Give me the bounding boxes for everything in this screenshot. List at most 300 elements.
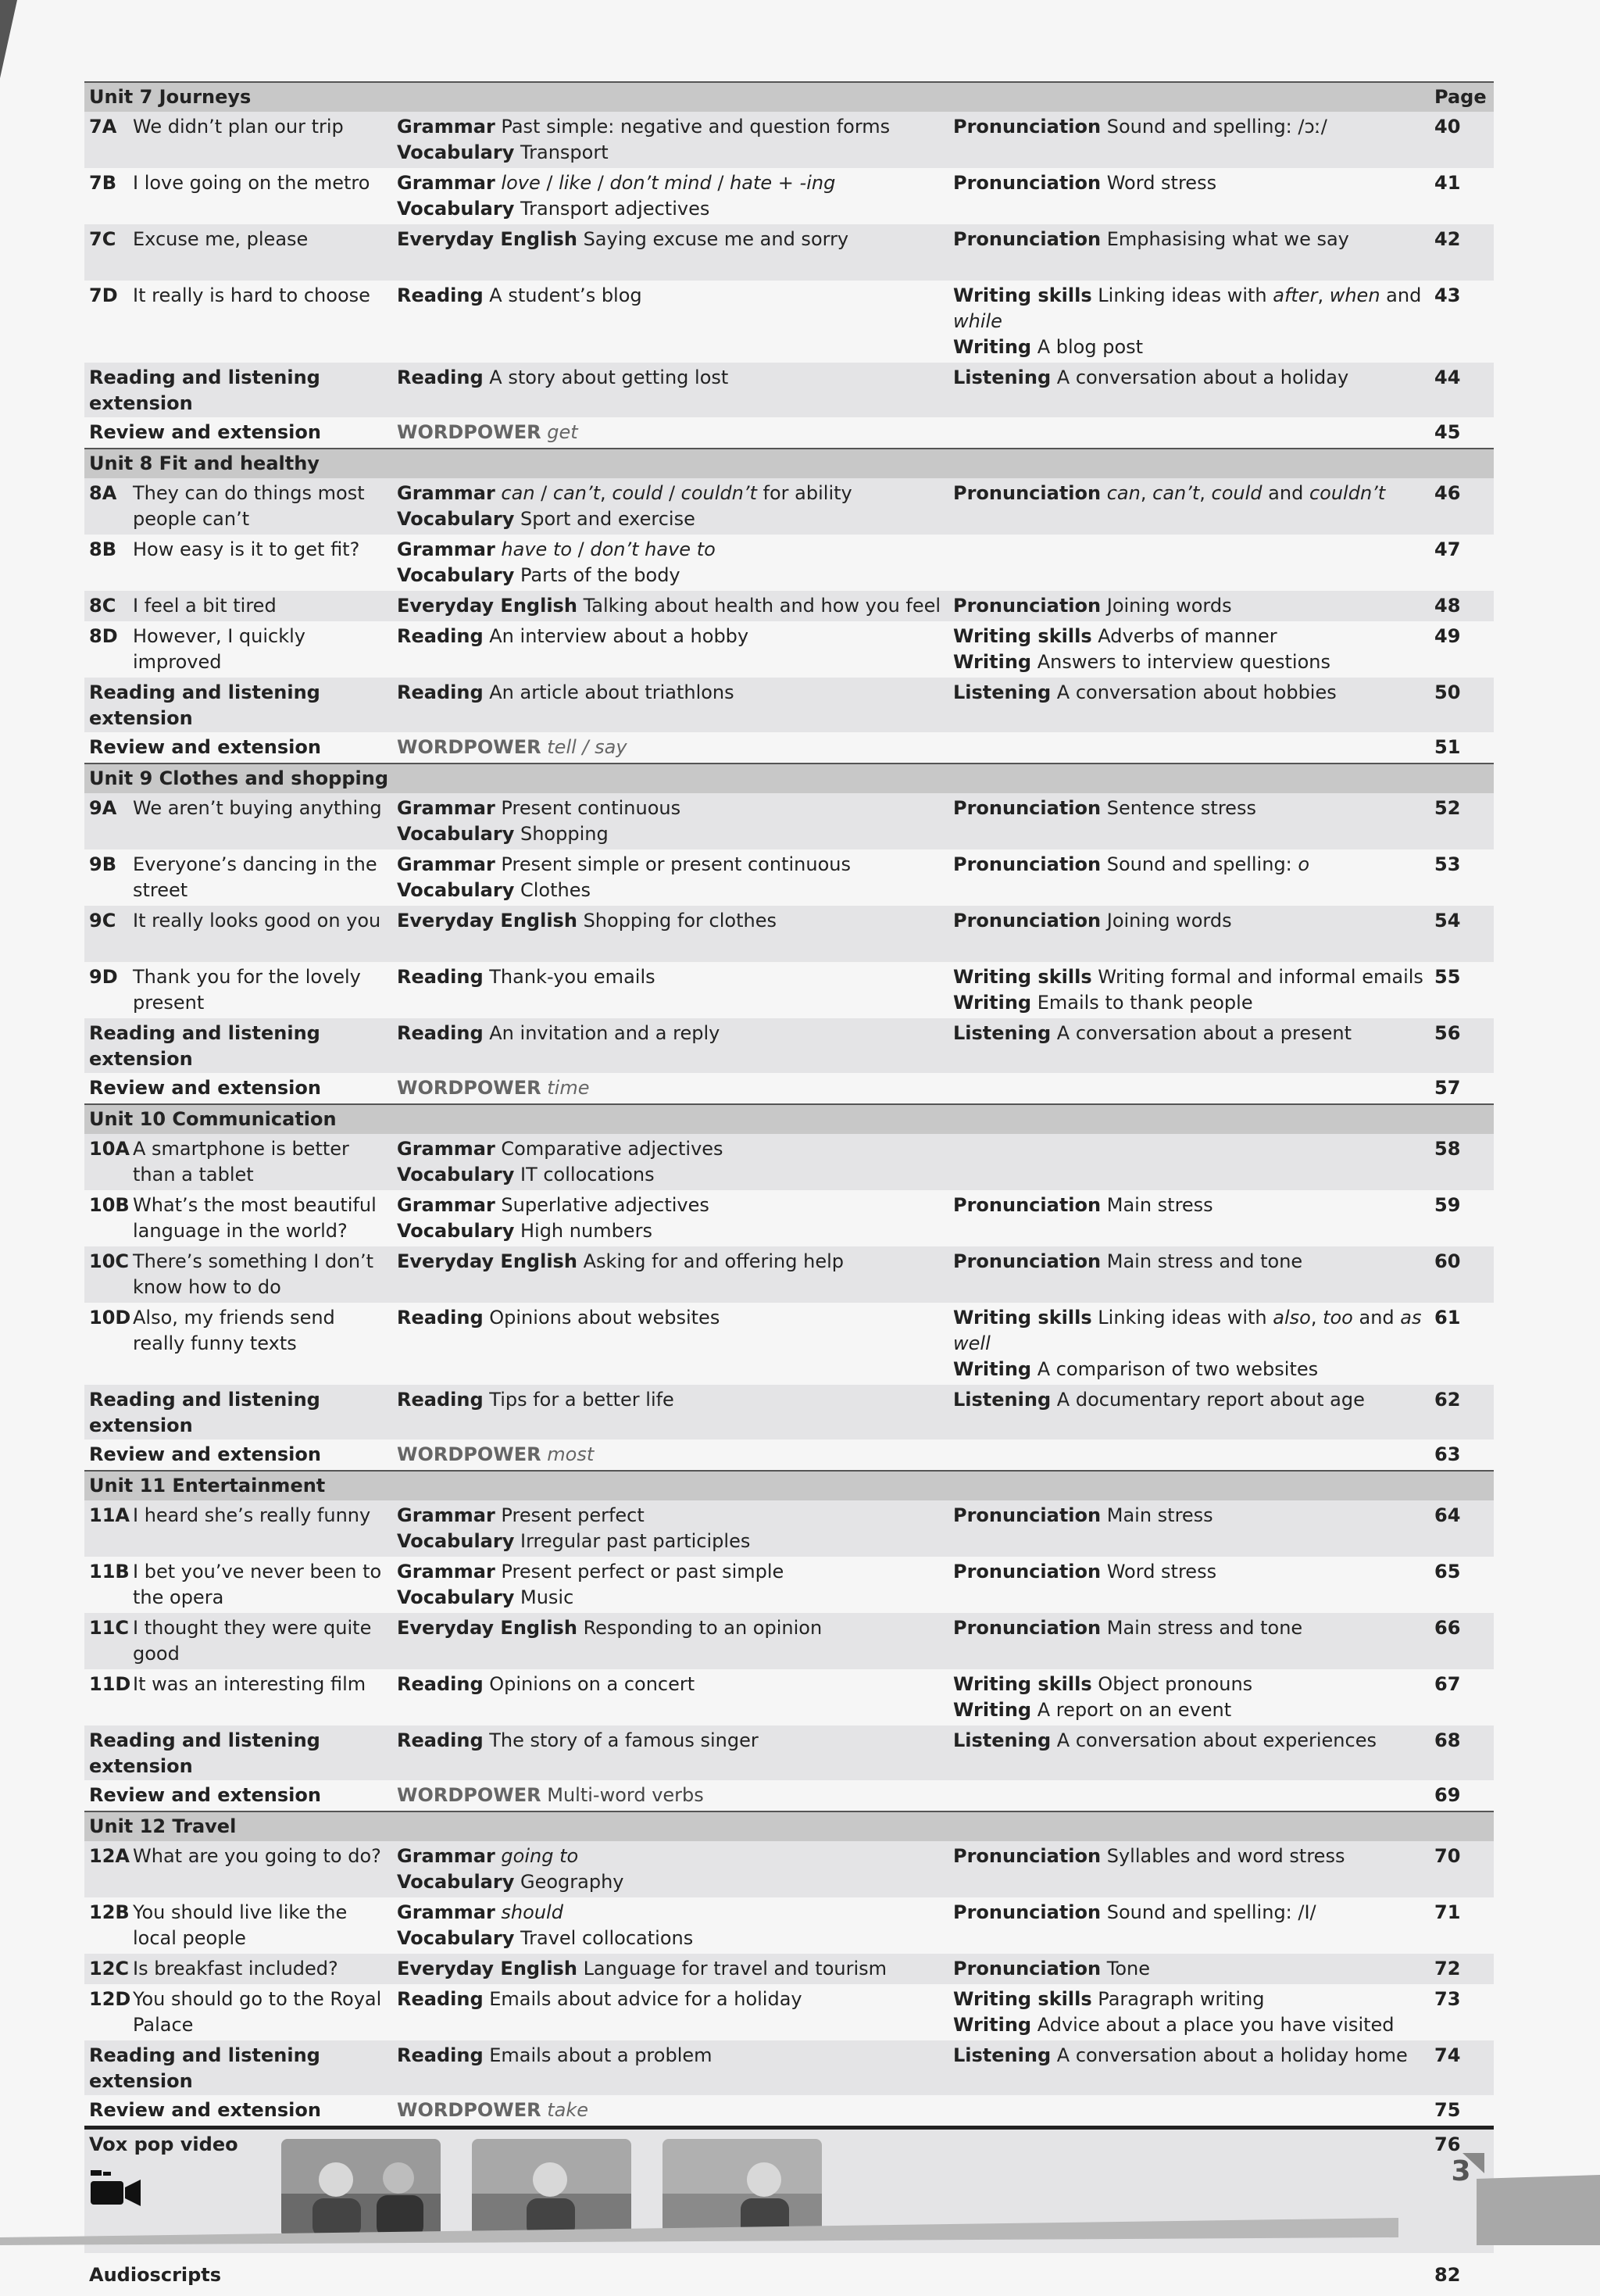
- extension-reading-label: Reading: [397, 681, 484, 703]
- lesson-line2: [397, 821, 944, 847]
- lesson-line2-text: High numbers: [520, 1220, 652, 1242]
- lesson-line1-text: Shopping for clothes: [583, 910, 777, 932]
- reading-listening-row: [84, 1726, 1494, 1780]
- lesson-line1-text: Present perfect: [501, 1504, 645, 1526]
- lesson-row: [84, 1134, 1494, 1190]
- lesson-line2-label: Vocabulary: [397, 1927, 515, 1949]
- lesson-grammar: [392, 1613, 948, 1669]
- lesson-line1-text: Saying excuse me and sorry: [583, 228, 849, 250]
- wordpower: [392, 732, 948, 764]
- lesson-row: [84, 849, 1494, 906]
- extension-page: 50: [1430, 678, 1494, 732]
- lesson-page: 52: [1430, 793, 1494, 849]
- lesson-line1-label: Grammar: [397, 853, 495, 875]
- lesson-skill1: [953, 593, 1425, 619]
- extension-listening-label: Listening: [953, 367, 1052, 388]
- wordpower-label: WORDPOWER: [397, 421, 541, 443]
- lesson-skill2: [953, 649, 1425, 675]
- lesson-row: [84, 224, 1494, 281]
- lesson-line1: [397, 1559, 944, 1585]
- lesson-line1-label: Grammar: [397, 482, 495, 504]
- lesson-skill1-label: Pronunciation: [953, 910, 1102, 932]
- lesson-grammar: [392, 1897, 948, 1954]
- lesson-title: I bet you’ve never been to the opera: [128, 1557, 392, 1613]
- lesson-skill2: [953, 1697, 1425, 1723]
- page-column-header: [1430, 1104, 1494, 1134]
- review-page: 45: [1430, 417, 1494, 449]
- lesson-skill1-text: Sentence stress: [1106, 797, 1256, 819]
- lesson-line1-text: Opinions on a concert: [489, 1673, 695, 1695]
- lesson-line1-label: Reading: [397, 1988, 484, 2010]
- reading-listening-label: Reading and listening extension: [84, 363, 392, 417]
- contents-body: [84, 82, 1494, 2296]
- lesson-title: What’s the most beautiful language in the world?: [128, 1190, 392, 1246]
- table-of-contents: [84, 81, 1494, 2296]
- lesson-line1: [397, 114, 944, 140]
- lesson-pronunciation: [948, 591, 1430, 621]
- wordpower-label: WORDPOWER: [397, 1443, 541, 1465]
- lesson-skill1-text: Word stress: [1106, 172, 1217, 194]
- lesson-skill1-label: Pronunciation: [953, 1504, 1102, 1526]
- lesson-code: 9A: [84, 793, 128, 849]
- lesson-skill1-text: Linking ideas with after, when and while: [953, 284, 1422, 332]
- lesson-skill1: [953, 1249, 1425, 1275]
- lesson-row: [84, 1897, 1494, 1954]
- lesson-page: 43: [1430, 281, 1494, 363]
- lesson-pronunciation: [948, 1134, 1430, 1190]
- lesson-page: 59: [1430, 1190, 1494, 1246]
- lesson-pronunciation: [948, 849, 1430, 906]
- lesson-skill1-text: Adverbs of manner: [1098, 625, 1277, 647]
- lesson-page: 72: [1430, 1954, 1494, 1984]
- lesson-line1-text: should: [501, 1901, 563, 1923]
- wordpower-item: time: [547, 1077, 590, 1099]
- lesson-skill1: [953, 114, 1425, 140]
- lesson-line2-label: Vocabulary: [397, 1530, 515, 1552]
- lesson-skill2-text: Answers to interview questions: [1037, 651, 1330, 673]
- lesson-line1: [397, 1615, 944, 1641]
- lesson-grammar: [392, 168, 948, 224]
- lesson-skill1-text: Sound and spelling: /I/: [1106, 1901, 1316, 1923]
- review-row: [84, 1439, 1494, 1471]
- extension-reading-text: An article about triathlons: [489, 681, 734, 703]
- lesson-skill2-label: Writing: [953, 651, 1032, 673]
- review-label: Review and extension: [84, 1073, 392, 1104]
- lesson-title: We didn’t plan our trip: [128, 112, 392, 168]
- lesson-grammar: [392, 793, 948, 849]
- review-label: Review and extension: [84, 732, 392, 764]
- lesson-title: A smartphone is better than a tablet: [128, 1134, 392, 1190]
- wordpower-item: take: [547, 2099, 589, 2121]
- lesson-skill1: [953, 1844, 1425, 1869]
- lesson-line1-text: Language for travel and tourism: [583, 1958, 888, 1979]
- lesson-pronunciation: [948, 1897, 1430, 1954]
- page-column-header: [1430, 1811, 1494, 1841]
- lesson-title: However, I quickly improved: [128, 621, 392, 678]
- lesson-row: [84, 591, 1494, 621]
- lesson-line1-text: A student’s blog: [489, 284, 642, 306]
- reading-listening-label: Reading and listening extension: [84, 678, 392, 732]
- lesson-page: 66: [1430, 1613, 1494, 1669]
- lesson-code: 8B: [84, 535, 128, 591]
- lesson-row: [84, 1500, 1494, 1557]
- lesson-line1-text: going to: [501, 1845, 579, 1867]
- extension-reading-label: Reading: [397, 367, 484, 388]
- reading-listening-label: Reading and listening extension: [84, 2040, 392, 2095]
- lesson-code: 11C: [84, 1613, 128, 1669]
- lesson-line1-text: Responding to an opinion: [583, 1617, 823, 1639]
- lesson-line2: [397, 1585, 944, 1611]
- lesson-title: There’s something I don’t know how to do: [128, 1246, 392, 1303]
- lesson-row: [84, 478, 1494, 535]
- lesson-code: 9B: [84, 849, 128, 906]
- lesson-title: They can do things most people can’t: [128, 478, 392, 535]
- lesson-line2-label: Vocabulary: [397, 1586, 515, 1608]
- lesson-line1-text: Comparative adjectives: [501, 1138, 723, 1160]
- lesson-skill1-label: Pronunciation: [953, 1250, 1102, 1272]
- lesson-skill2: [953, 334, 1425, 360]
- lesson-code: 12B: [84, 1897, 128, 1954]
- lesson-skill1-label: Pronunciation: [953, 1194, 1102, 1216]
- lesson-pronunciation: [948, 281, 1430, 363]
- lesson-code: 12D: [84, 1984, 128, 2040]
- lesson-line1-text: An interview about a hobby: [489, 625, 749, 647]
- extension-reading-text: The story of a famous singer: [489, 1729, 759, 1751]
- lesson-pronunciation: [948, 535, 1430, 591]
- extension-reading-text: A story about getting lost: [489, 367, 729, 388]
- wordpower: [392, 417, 948, 449]
- lesson-grammar: [392, 849, 948, 906]
- lesson-line1: [397, 852, 944, 878]
- lesson-line2: [397, 1529, 944, 1554]
- unit-title: Unit 8 Fit and healthy: [84, 449, 1430, 478]
- lesson-row: [84, 1984, 1494, 2040]
- lesson-row: [84, 906, 1494, 962]
- lesson-code: 9D: [84, 962, 128, 1018]
- wordpower-label: WORDPOWER: [397, 1077, 541, 1099]
- extension-page: 56: [1430, 1018, 1494, 1073]
- lesson-code: 9C: [84, 906, 128, 962]
- lesson-skill1: [953, 796, 1425, 821]
- lesson-title: I love going on the metro: [128, 168, 392, 224]
- lesson-grammar: [392, 1303, 948, 1385]
- lesson-grammar: [392, 1954, 948, 1984]
- lesson-line1: [397, 1136, 944, 1162]
- lesson-page: 42: [1430, 224, 1494, 281]
- lesson-skill1: [953, 1987, 1425, 2012]
- reading-listening-label: Reading and listening extension: [84, 1385, 392, 1439]
- lesson-line2-label: Vocabulary: [397, 823, 515, 845]
- lesson-line2-text: Clothes: [520, 879, 591, 901]
- lesson-page: 49: [1430, 621, 1494, 678]
- extension-reading-text: Emails about a problem: [489, 2044, 712, 2066]
- lesson-skill1-label: Pronunciation: [953, 1958, 1102, 1979]
- lesson-skill1-label: Writing skills: [953, 1988, 1092, 2010]
- lesson-line1: [397, 1900, 944, 1926]
- lesson-skill1-text: Linking ideas with also, too and as well: [953, 1307, 1422, 1354]
- lesson-line1: [397, 1987, 944, 2012]
- lesson-line2-text: Geography: [520, 1871, 624, 1893]
- lesson-skill1-text: Sound and spelling: /ɔː/: [1106, 116, 1327, 138]
- wordpower-item: tell / say: [547, 736, 627, 758]
- lesson-line2-label: Vocabulary: [397, 1164, 515, 1186]
- lesson-line1-text: Present continuous: [501, 797, 681, 819]
- lesson-row: [84, 1190, 1494, 1246]
- lesson-line1-text: Thank-you emails: [489, 966, 655, 988]
- review-page: 63: [1430, 1439, 1494, 1471]
- page-column-header: [1430, 764, 1494, 793]
- lesson-code: 10D: [84, 1303, 128, 1385]
- lesson-pronunciation: [948, 168, 1430, 224]
- lesson-skill1-text: Writing formal and informal emails: [1098, 966, 1423, 988]
- wordpower: [392, 1780, 948, 1811]
- lesson-skill1: [953, 1559, 1425, 1585]
- lesson-page: 67: [1430, 1669, 1494, 1726]
- extension-reading: [392, 363, 948, 417]
- lesson-skill1: [953, 1193, 1425, 1218]
- lesson-row: [84, 621, 1494, 678]
- unit-header-row: [84, 1471, 1494, 1500]
- lesson-line1-label: Reading: [397, 625, 484, 647]
- lesson-line2-text: Irregular past participles: [520, 1530, 751, 1552]
- lesson-line2-text: Sport and exercise: [520, 508, 695, 530]
- extension-reading-label: Reading: [397, 1389, 484, 1411]
- lesson-line2-label: Vocabulary: [397, 198, 515, 220]
- lesson-line2-text: Shopping: [520, 823, 609, 845]
- review-row: [84, 417, 1494, 449]
- lesson-skill2-label: Writing: [953, 2014, 1032, 2036]
- wordpower-item: get: [547, 421, 578, 443]
- lesson-skill1: [953, 908, 1425, 934]
- extension-listening-label: Listening: [953, 1389, 1052, 1411]
- lesson-skill1-text: Joining words: [1106, 910, 1232, 932]
- lesson-row: [84, 1303, 1494, 1385]
- lesson-row: [84, 1246, 1494, 1303]
- lesson-skill1: [953, 1615, 1425, 1641]
- wordpower-label: WORDPOWER: [397, 1784, 541, 1806]
- lesson-line1: [397, 1193, 944, 1218]
- lesson-row: [84, 1557, 1494, 1613]
- lesson-line1-text: Emails about advice for a holiday: [489, 1988, 802, 2010]
- lesson-code: 8D: [84, 621, 128, 678]
- lesson-line1: [397, 1672, 944, 1697]
- lesson-title: You should live like the local people: [128, 1897, 392, 1954]
- unit-title: Unit 7 Journeys: [84, 82, 1430, 112]
- lesson-skill1: [953, 624, 1425, 649]
- lesson-line2-label: Vocabulary: [397, 1220, 515, 1242]
- audioscripts-row: [84, 2253, 1494, 2296]
- lesson-title: We aren’t buying anything: [128, 793, 392, 849]
- review-label: Review and extension: [84, 2095, 392, 2128]
- extension-reading: [392, 2040, 948, 2095]
- lesson-line1-label: Everyday English: [397, 1250, 577, 1272]
- lesson-line1-label: Grammar: [397, 538, 495, 560]
- extension-listening: [948, 363, 1430, 417]
- lesson-code: 8A: [84, 478, 128, 535]
- extension-listening-label: Listening: [953, 1729, 1052, 1751]
- extension-reading-text: Tips for a better life: [489, 1389, 674, 1411]
- lesson-row: [84, 1954, 1494, 1984]
- lesson-pronunciation: [948, 1613, 1430, 1669]
- lesson-skill1-text: Main stress: [1106, 1194, 1213, 1216]
- review-empty: [948, 1073, 1430, 1104]
- lesson-skill2-label: Writing: [953, 336, 1032, 358]
- lesson-pronunciation: [948, 1303, 1430, 1385]
- lesson-page: 46: [1430, 478, 1494, 535]
- extension-reading-label: Reading: [397, 2044, 484, 2066]
- lesson-skill2-text: Emails to thank people: [1037, 992, 1253, 1014]
- extension-listening-text: A conversation about a present: [1056, 1022, 1352, 1044]
- lesson-code: 7C: [84, 224, 128, 281]
- lesson-line1: [397, 1503, 944, 1529]
- lesson-skill1: [953, 170, 1425, 196]
- lesson-page: 70: [1430, 1841, 1494, 1897]
- lesson-code: 11A: [84, 1500, 128, 1557]
- lesson-skill2-text: A comparison of two websites: [1037, 1358, 1319, 1380]
- lesson-line1-label: Reading: [397, 1307, 484, 1329]
- extension-reading-label: Reading: [397, 1729, 484, 1751]
- extension-listening-text: A conversation about a holiday: [1056, 367, 1349, 388]
- lesson-code: 11B: [84, 1557, 128, 1613]
- lesson-line1: [397, 964, 944, 990]
- lesson-skill1-text: Emphasising what we say: [1106, 228, 1349, 250]
- lesson-line2: [397, 1218, 944, 1244]
- lesson-skill1-label: Writing skills: [953, 625, 1092, 647]
- lesson-line1: [397, 1305, 944, 1331]
- review-row: [84, 2095, 1494, 2128]
- unit-header-row: [84, 1811, 1494, 1841]
- lesson-line1-label: Grammar: [397, 1845, 495, 1867]
- extension-listening: [948, 1385, 1430, 1439]
- lesson-pronunciation: [948, 1500, 1430, 1557]
- lesson-pronunciation: [948, 1984, 1430, 2040]
- extension-listening: [948, 1018, 1430, 1073]
- lesson-line1: [397, 481, 944, 506]
- lesson-line2: [397, 196, 944, 222]
- lesson-line2-text: Travel collocations: [520, 1927, 694, 1949]
- extension-page: 68: [1430, 1726, 1494, 1780]
- lesson-line1: [397, 227, 944, 252]
- page-number: 3: [1451, 2155, 1471, 2187]
- lesson-grammar: [392, 1500, 948, 1557]
- lesson-skill1-label: Pronunciation: [953, 172, 1102, 194]
- review-label: Review and extension: [84, 1439, 392, 1471]
- extension-listening: [948, 678, 1430, 732]
- review-row: [84, 1073, 1494, 1104]
- review-empty: [948, 417, 1430, 449]
- extension-listening-text: A conversation about experiences: [1056, 1729, 1377, 1751]
- lesson-title: Excuse me, please: [128, 224, 392, 281]
- lesson-pronunciation: [948, 793, 1430, 849]
- lesson-line1: [397, 537, 944, 563]
- lesson-title: I heard she’s really funny: [128, 1500, 392, 1557]
- lesson-row: [84, 281, 1494, 363]
- reading-listening-row: [84, 1018, 1494, 1073]
- lesson-pronunciation: [948, 112, 1430, 168]
- lesson-pronunciation: [948, 478, 1430, 535]
- lesson-line1-label: Everyday English: [397, 228, 577, 250]
- lesson-line2-text: Transport adjectives: [520, 198, 710, 220]
- lesson-skill1-text: Syllables and word stress: [1106, 1845, 1345, 1867]
- corner-decoration: [0, 0, 17, 78]
- lesson-title: I thought they were quite good: [128, 1613, 392, 1669]
- extension-reading-label: Reading: [397, 1022, 484, 1044]
- extension-page: 62: [1430, 1385, 1494, 1439]
- lesson-skill1-label: Pronunciation: [953, 228, 1102, 250]
- lesson-skill1-label: Writing skills: [953, 284, 1092, 306]
- lesson-skill1: [953, 1956, 1425, 1982]
- lesson-line1-label: Grammar: [397, 1561, 495, 1583]
- lesson-grammar: [392, 1557, 948, 1613]
- lesson-skill1-text: Main stress and tone: [1106, 1617, 1303, 1639]
- lesson-line1: [397, 283, 944, 309]
- lesson-pronunciation: [948, 621, 1430, 678]
- lesson-grammar: [392, 1134, 948, 1190]
- lesson-title: How easy is it to get fit?: [128, 535, 392, 591]
- unit-title: Unit 11 Entertainment: [84, 1471, 1430, 1500]
- lesson-row: [84, 112, 1494, 168]
- review-page: 75: [1430, 2095, 1494, 2128]
- lesson-skill1-text: Object pronouns: [1098, 1673, 1253, 1695]
- extension-reading: [392, 1385, 948, 1439]
- audioscripts-label: Audioscripts: [84, 2253, 1430, 2296]
- unit-header-row: [84, 1104, 1494, 1134]
- lesson-line1-label: Grammar: [397, 1504, 495, 1526]
- lesson-skill1: [953, 283, 1425, 334]
- lesson-code: 7D: [84, 281, 128, 363]
- lesson-title: It was an interesting film: [128, 1669, 392, 1726]
- reading-listening-label: Reading and listening extension: [84, 1726, 392, 1780]
- lesson-grammar: [392, 535, 948, 591]
- extension-listening: [948, 1726, 1430, 1780]
- lesson-row: [84, 168, 1494, 224]
- lesson-line1: [397, 170, 944, 196]
- lesson-skill1-text: Main stress: [1106, 1504, 1213, 1526]
- extension-page: 74: [1430, 2040, 1494, 2095]
- unit-title: Unit 12 Travel: [84, 1811, 1430, 1841]
- lesson-line1: [397, 1249, 944, 1275]
- lesson-pronunciation: [948, 1557, 1430, 1613]
- reading-listening-label: Reading and listening extension: [84, 1018, 392, 1073]
- lesson-grammar: [392, 621, 948, 678]
- extension-listening-text: A conversation about hobbies: [1056, 681, 1337, 703]
- review-page: 57: [1430, 1073, 1494, 1104]
- lesson-page: 47: [1430, 535, 1494, 591]
- lesson-page: 41: [1430, 168, 1494, 224]
- lesson-line1-text: Past simple: negative and question forms: [501, 116, 891, 138]
- lesson-skill1-label: Pronunciation: [953, 116, 1102, 138]
- lesson-page: 65: [1430, 1557, 1494, 1613]
- lesson-skill1-label: Writing skills: [953, 1307, 1092, 1329]
- lesson-title: Also, my friends send really funny texts: [128, 1303, 392, 1385]
- lesson-line2-label: Vocabulary: [397, 1871, 515, 1893]
- lesson-row: [84, 962, 1494, 1018]
- wordpower: [392, 2095, 948, 2128]
- lesson-line1-label: Grammar: [397, 1194, 495, 1216]
- review-empty: [948, 1439, 1430, 1471]
- wordpower-label: WORDPOWER: [397, 2099, 541, 2121]
- lesson-line1-label: Everyday English: [397, 1958, 577, 1979]
- lesson-line2: [397, 506, 944, 532]
- lesson-pronunciation: [948, 1954, 1430, 1984]
- lesson-skill2-label: Writing: [953, 1358, 1032, 1380]
- lesson-row: [84, 1841, 1494, 1897]
- lesson-code: 10B: [84, 1190, 128, 1246]
- lesson-title: Everyone’s dancing in the street: [128, 849, 392, 906]
- lesson-skill1-text: Tone: [1106, 1958, 1150, 1979]
- lesson-line1: [397, 908, 944, 934]
- lesson-skill1-text: Paragraph writing: [1098, 1988, 1265, 2010]
